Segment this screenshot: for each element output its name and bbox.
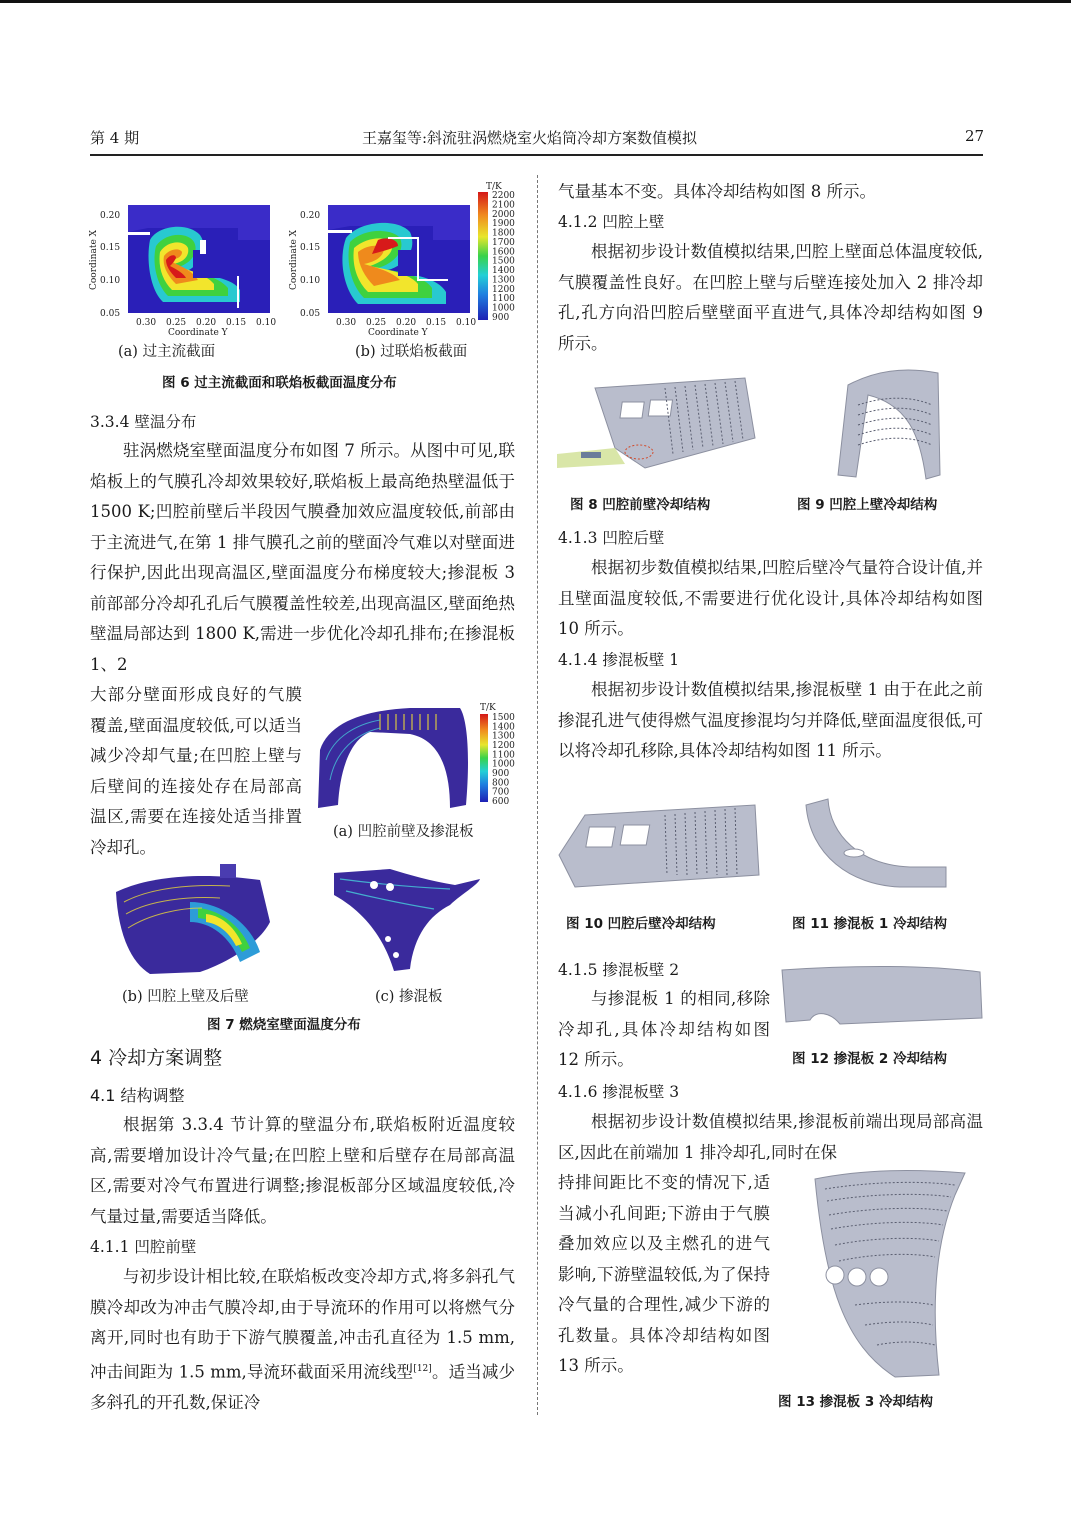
column-divider	[537, 175, 538, 1415]
paragraph-rear-wall: 根据初步数值模拟结果,凹腔后壁冷气量符合设计值,并且壁面温度较低,不需要进行优化设计,具体冷却结构如图 10 所示。	[558, 558, 983, 638]
colorbar-tick-label: 1300	[492, 731, 515, 742]
colorbar-tick-label: 1300	[492, 275, 515, 286]
fig6-b-xlabel: Coordinate Y	[368, 328, 428, 338]
fig6-subcaption-b: (b) 过联焰板截面	[355, 344, 468, 360]
fig6-b-ytick: 0.05	[300, 309, 321, 319]
colorbar-tick-label: 2100	[492, 200, 515, 211]
fig6-b-ytick: 0.15	[300, 243, 321, 253]
fig6-b-ytick: 0.10	[300, 276, 321, 286]
paragraph-front-wall-end: 。适当减少多斜孔的开孔数,保证冷	[90, 1362, 515, 1412]
figure-7a	[310, 700, 525, 818]
fig11-caption: 图 11 掺混板 1 冷却结构	[792, 916, 947, 932]
fig6-b-xtick: 0.30	[336, 318, 357, 328]
colorbar-tick-label: 1200	[492, 284, 515, 295]
colorbar-tick-label: 1900	[492, 219, 515, 230]
section-heading-4-1-4: 4.1.4 掺混板壁 1	[558, 651, 680, 669]
fig7-subcaption-b: (b) 凹腔上壁及后壁	[122, 989, 249, 1005]
fig6-b-xtick: 0.15	[426, 318, 447, 328]
citation-12[interactable]: [12]	[413, 1363, 432, 1374]
fig6-a-ytick: 0.15	[100, 243, 121, 253]
fig6-a-xtick: 0.10	[256, 318, 277, 328]
figure-12-image	[780, 962, 985, 1032]
section-heading-4-1-3: 4.1.3 凹腔后壁	[558, 529, 665, 547]
section-heading-4-1-1: 4.1.1 凹腔前壁	[90, 1238, 197, 1256]
colorbar-tick-label: 900	[492, 769, 510, 779]
fig6-a-xtick: 0.20	[196, 318, 217, 328]
paragraph-upper-wall: 根据初步设计数值模拟结果,凹腔上壁面总体温度较低,气膜覆盖性良好。在凹腔上壁与后壁连接处加入 2 排冷却孔,孔方向沿凹腔后壁壁面平直进气,具体冷却结构如图 9 所示。	[558, 242, 983, 353]
colorbar-tick-label: 1100	[492, 294, 515, 305]
fig6-b-xtick: 0.10	[456, 318, 477, 328]
colorbar-tick-label: 1100	[492, 750, 515, 761]
section-heading-4-1: 4.1 结构调整	[90, 1086, 185, 1105]
figure-11-image	[800, 795, 950, 890]
figure-13-image	[805, 1165, 970, 1380]
top-rule	[0, 0, 1071, 3]
colorbar-tick-label: 1800	[492, 228, 515, 239]
fig6-a-ylabel: Coordinate X	[89, 229, 99, 290]
paragraph-mixing-plate-1: 根据初步设计数值模拟结果,掺混板壁 1 由于在此之前掺混孔进气使得燃气温度掺混均匀并降低,壁面温度很低,可以将冷却孔移除,具体冷却结构如图 11 所示。	[558, 680, 983, 760]
fig13-caption: 图 13 掺混板 3 冷却结构	[778, 1394, 933, 1410]
colorbar-tick-label: 1500	[492, 256, 515, 267]
colorbar-tick-label: 1400	[492, 722, 515, 733]
paragraph-mixing-plate-2: 与掺混板 1 的相同,移除冷却孔,具体冷却结构如图 12 所示。	[558, 989, 770, 1069]
figure-9-image	[828, 365, 948, 485]
fig7-subcaption-a: (a) 凹腔前壁及掺混板	[333, 824, 474, 840]
paragraph-fig8-ref: 气量基本不变。具体冷却结构如图 8 所示。	[558, 182, 876, 201]
fig10-caption: 图 10 凹腔后壁冷却结构	[566, 916, 716, 932]
fig6-b-ylabel: Coordinate X	[289, 229, 299, 290]
colorbar-tick-label: 1000	[492, 759, 515, 770]
fig6-a-ytick: 0.05	[100, 309, 121, 319]
paragraph-front-wall	[90, 1262, 515, 1418]
figure-10-image	[555, 795, 765, 895]
figure-7c	[330, 865, 495, 975]
fig6-b-ytick: 0.20	[300, 211, 321, 221]
paragraph-structure-adjust: 根据第 3.3.4 节计算的壁温分布,联焰板附近温度较高,需要增加设计冷气量;在凹腔上壁和后壁存在局部高温区,需要对冷气布置进行调整;掺混板部分区域温度较低,冷气量过量,需要适当降低。	[90, 1115, 515, 1226]
section-heading-4: 4 冷却方案调整	[90, 1047, 223, 1069]
fig6-subcaption-a: (a) 过主流截面	[118, 344, 216, 360]
figure-8-image	[555, 368, 765, 480]
colorbar-tick-label: 2200	[492, 191, 515, 201]
issue-number: 第 4 期	[90, 129, 140, 147]
fig6-a-ytick: 0.10	[100, 276, 121, 286]
fig12-caption: 图 12 掺混板 2 冷却结构	[792, 1051, 947, 1067]
section-heading-4-1-2: 4.1.2 凹腔上壁	[558, 213, 665, 231]
paragraph-wall-temp: 驻涡燃烧室壁面温度分布如图 7 所示。从图中可见,联焰板上的气膜孔冷却效果较好,联焰板上最高绝热壁温低于 1500 K;凹腔前壁后半段因气膜叠加效应温度较低,前部由于主流进气,在第 1 排气膜孔之前的壁面冷气难以对壁面进行保护,因此出现高温区,壁面温度分布梯度较大;掺混板 3 前部部分冷却孔孔后气膜覆盖性较差,出现高温区,壁面绝热壁温局部达到 1800 K,需进一步优化冷却孔排布;在掺混板1、2	[90, 441, 515, 674]
fig6-panel-b-contour	[328, 205, 470, 313]
colorbar-tick-label: 1400	[492, 266, 515, 277]
colorbar-tick-label: 800	[492, 778, 510, 789]
section-heading-4-1-5: 4.1.5 掺混板壁 2	[558, 961, 680, 979]
colorbar-tick-label: 600	[492, 797, 510, 807]
colorbar-tick-label: 1600	[492, 247, 515, 258]
fig6-colorbar	[478, 192, 488, 320]
header-rule	[90, 154, 983, 156]
colorbar-tick-label: 1200	[492, 741, 515, 751]
figure-7b	[110, 862, 280, 982]
fig6-colorbar-title: T/K	[486, 182, 502, 192]
section-heading-3-3-4: 3.3.4 壁温分布	[90, 413, 197, 431]
colorbar-tick-label: 700	[492, 787, 510, 798]
fig6-b-xtick: 0.20	[396, 318, 417, 328]
fig8-caption: 图 8 凹腔前壁冷却结构	[570, 497, 711, 513]
paragraph-wall-temp-continued: 大部分壁面形成良好的气膜覆盖,壁面温度较低,可以适当减少冷却气量;在凹腔上壁与后壁间的连接处存在局部高温区,需要在连接处适当排置冷却孔。	[90, 685, 302, 857]
fig7-caption: 图 7 燃烧室壁面温度分布	[207, 1017, 361, 1033]
fig6-b-xtick: 0.25	[366, 318, 387, 328]
paragraph-front-wall-text: 与初步设计相比较,在联焰板改变冷却方式,将多斜孔气膜冷却改为冲击气膜冷却,由于导流环的作用可以将燃气分离开,同时也有助于下游气膜覆盖,冲击孔直径为 1.5 mm,冲击间距为 1.5 mm,导流环截面采用流线型	[90, 1267, 515, 1381]
fig7-subcaption-c: (c) 掺混板	[375, 989, 443, 1005]
fig7-colorbar-title: T/K	[480, 703, 496, 713]
fig6-a-xtick: 0.25	[166, 318, 187, 328]
colorbar-tick-label: 900	[492, 313, 510, 323]
fig6-a-xlabel: Coordinate Y	[168, 328, 228, 338]
fig7-colorbar	[480, 714, 488, 802]
paragraph-mixing-plate-3: 根据初步设计数值模拟结果,掺混板前端出现局部高温区,因此在前端加 1 排冷却孔,同时在保	[558, 1112, 983, 1162]
fig6-caption: 图 6 过主流截面和联焰板截面温度分布	[162, 375, 397, 391]
colorbar-tick-label: 1000	[492, 303, 515, 314]
fig6-a-ytick: 0.20	[100, 211, 121, 221]
fig6-panel-a-contour	[128, 205, 270, 313]
colorbar-tick-label: 1500	[492, 713, 515, 723]
figure-6	[88, 180, 528, 360]
colorbar-tick-label: 1700	[492, 237, 515, 248]
running-title: 王嘉玺等:斜流驻涡燃烧室火焰筒冷却方案数值模拟	[362, 129, 698, 147]
paragraph-mixing-plate-3-continued: 持排间距比不变的情况下,适当减小孔间距;下游由于气膜叠加效应以及主燃孔的进气影响,下游壁温较低,为了保持冷气量的合理性,减少下游的孔数量。具体冷却结构如图 13 所示。	[558, 1173, 770, 1375]
fig6-a-xtick: 0.15	[226, 318, 247, 328]
colorbar-tick-label: 2000	[492, 209, 515, 220]
section-heading-4-1-6: 4.1.6 掺混板壁 3	[558, 1083, 680, 1101]
page-number: 27	[965, 127, 985, 145]
fig9-caption: 图 9 凹腔上壁冷却结构	[797, 497, 938, 513]
fig6-a-xtick: 0.30	[136, 318, 157, 328]
